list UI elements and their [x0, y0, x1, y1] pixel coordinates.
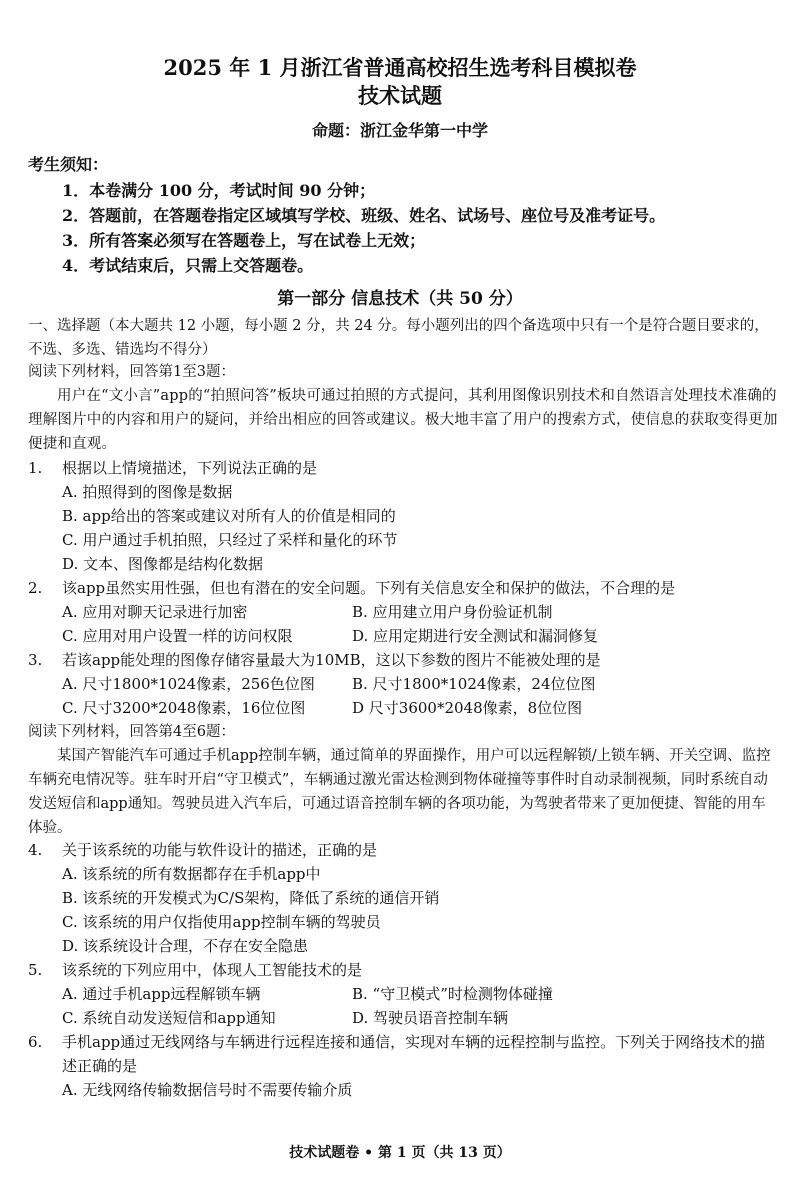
notice-list — [62, 178, 772, 278]
material2-text: 某国产智能汽车可通过手机app控制车辆，通过简单的界面操作，用户可以远程解锁/上锁车辆、开关空调、监控车辆充电情况等。驻车时开启“守卫模式”，车辆通过激光雷达检测到物体碰撞等事件时自动录制视频，同时系统自动发送短信和app通知。驾驶员进入汽车后，可通过语音控制车辆的各项功能，为驾驶者带来了更加便捷、智能的用车体验。 — [28, 748, 771, 836]
option-a: A. 拍照得到的图像是数据 — [62, 483, 233, 501]
question-5 — [28, 958, 780, 1030]
option-d: D. 驾驶员语音控制车辆 — [352, 1009, 509, 1027]
exam-subtitle: 技术试题 — [358, 83, 442, 108]
exam-title: 2025 年 1 月浙江省普通高校招生选考科目模拟卷 — [163, 55, 637, 80]
material1-text: 用户在“文小言”app的“拍照问答”板块可通过拍照的方式提问，其利用图像识别技术和自然语言处理技术准确的理解图片中的内容和用户的疑问，并给出相应的回答或建议。极大地丰富了用户的搜索方式，使信息的获取变得更加便捷和直观。 — [28, 388, 778, 452]
question-stem: 该app虽然实用性强，但也有潜在的安全问题。下列有关信息安全和保护的做法，不合理的是 — [62, 579, 676, 597]
page-footer: 技术试题卷 • 第 1 页（共 13 页） — [289, 1145, 511, 1161]
question-4 — [28, 838, 780, 958]
notice-item: 1．本卷满分 100 分，考试时间 90 分钟； — [62, 181, 376, 200]
option-d: D. 该系统设计合理，不存在安全隐患 — [62, 937, 309, 955]
option-b: B. 尺寸1800*1024像素，24位位图 — [352, 675, 596, 693]
material1-intro: 阅读下列材料，回答第1至3题： — [28, 364, 235, 380]
part-title: 第一部分 信息技术（共 50 分） — [277, 289, 523, 309]
option-d: D. 文本、图像都是结构化数据 — [62, 555, 264, 573]
question-3 — [28, 648, 780, 720]
option-a: A. 通过手机app远程解锁车辆 — [62, 985, 261, 1003]
option-c: C. 应用对用户设置一样的访问权限 — [62, 627, 293, 645]
option-a: A. 应用对聊天记录进行加密 — [62, 603, 248, 621]
option-c: C. 用户通过手机拍照，只经过了采样和量化的环节 — [62, 531, 398, 549]
option-b: B. 应用建立用户身份验证机制 — [352, 603, 553, 621]
exam-author: 命题：浙江金华第一中学 — [311, 121, 488, 140]
option-c: C. 尺寸3200*2048像素，16位位图 — [62, 699, 306, 717]
question-number: 1. — [28, 459, 43, 477]
option-b: B. app给出的答案或建议对所有人的价值是相同的 — [62, 507, 396, 525]
question-1 — [28, 456, 780, 576]
option-a: A. 无线网络传输数据信号时不需要传输介质 — [62, 1081, 353, 1099]
question-number: 6. — [28, 1033, 43, 1051]
question-2 — [28, 576, 780, 648]
option-b: B. 该系统的开发模式为C/S架构，降低了系统的通信开销 — [62, 889, 440, 907]
option-d: D 尺寸3600*2048像素，8位位图 — [352, 699, 583, 717]
question-number: 3. — [28, 651, 43, 669]
option-b: B. “守卫模式”时检测物体碰撞 — [352, 985, 553, 1003]
notice-item: 3．所有答案必须写在答题卷上，写在试卷上无效； — [62, 231, 426, 250]
question-stem: 该系统的下列应用中，体现人工智能技术的是 — [62, 961, 363, 979]
option-c: C. 该系统的用户仅指使用app控制车辆的驾驶员 — [62, 913, 381, 931]
question-stem: 根据以上情境描述，下列说法正确的是 — [62, 459, 318, 477]
notice-item: 2．答题前，在答题卷指定区域填写学校、班级、姓名、试场号、座位号及准考证号。 — [62, 206, 666, 225]
notice-item: 4．考试结束后，只需上交答题卷。 — [62, 256, 314, 275]
question-number: 2. — [28, 579, 43, 597]
material2-intro: 阅读下列材料，回答第4至6题： — [28, 724, 235, 740]
option-a: A. 尺寸1800*1024像素，256色位图 — [62, 675, 315, 693]
question-stem: 关于该系统的功能与软件设计的描述，正确的是 — [62, 841, 378, 859]
notice-heading: 考生须知： — [28, 155, 109, 174]
question-stem: 若该app能处理的图像存储容量最大为10MB，这以下参数的图片不能被处理的是 — [62, 651, 601, 669]
option-d: D. 应用定期进行安全测试和漏洞修复 — [352, 627, 599, 645]
question-stem: 手机app通过无线网络与车辆进行远程连接和通信，实现对车辆的远程控制与监控。下列关于网络技术的描述正确的是 — [62, 1033, 766, 1075]
question-number: 5. — [28, 961, 43, 979]
option-a: A. 该系统的所有数据都存在手机app中 — [62, 865, 321, 883]
section-heading: 一、选择题（本大题共 12 小题，每小题 2 分，共 24 分。每小题列出的四个备选项中只有一个是符合题目要求的，不选、多选、错选均不得分） — [28, 318, 769, 358]
question-number: 4. — [28, 841, 43, 859]
question-6 — [28, 1030, 780, 1102]
option-c: C. 系统自动发送短信和app通知 — [62, 1009, 276, 1027]
